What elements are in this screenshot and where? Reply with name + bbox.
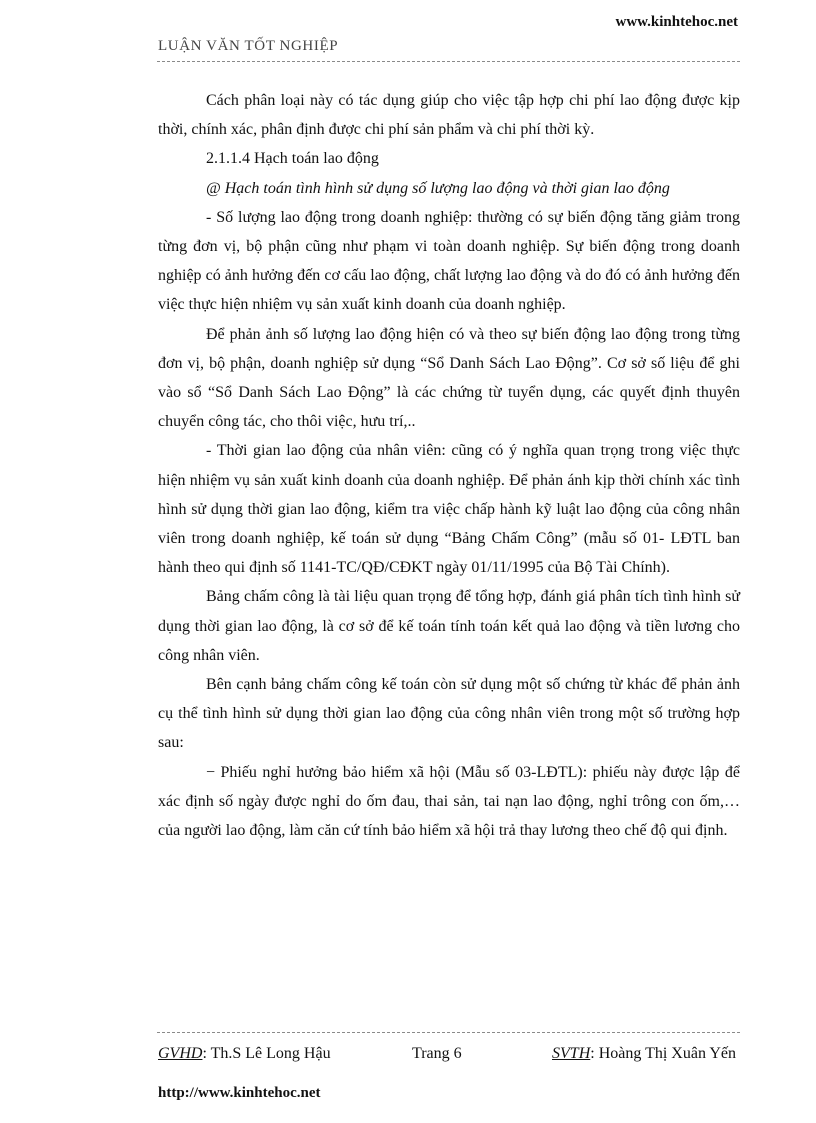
paragraph: - Thời gian lao động của nhân viên: cũng có ý nghĩa quan trọng trong việc thực hiện nhiệm vụ sản xuất kinh doanh của doanh nghiệp. Để phản ánh kịp thời chính xác tình hình sử dụng thời gian lao động, kiểm tra việc chấp hành kỹ luật lao động của công nhân viên trong doanh nghiệp, kế toán sử dụng “Bảng Chấm Công” (mẫu số 01- LĐTL ban hành theo qui định số 1141-TC/QĐ/CĐKT ngày 01/11/1995 của Bộ Tài Chính). [158, 442, 740, 577]
header-site-url: www.kinhtehoc.net [615, 14, 738, 30]
paragraph: Bên cạnh bảng chấm công kế toán còn sử dụng một số chứng từ khác để phản ảnh cụ thể tình hình sử dụng thời gian lao động của công nhân viên trong một số trường hợp sau: [158, 676, 740, 752]
advisor-label: GVHD [158, 1045, 203, 1062]
header-divider [157, 61, 740, 62]
subsection-heading: @ Hạch toán tình hình sử dụng số lượng lao động và thời gian lao động [206, 179, 670, 197]
advisor-name: : Th.S Lê Long Hậu [202, 1045, 331, 1062]
page-body [158, 86, 740, 845]
student-name: : Hoàng Thị Xuân Yến [590, 1045, 736, 1062]
section-heading: 2.1.1.4 Hạch toán lao động [206, 150, 379, 168]
footer-divider [157, 1032, 740, 1033]
paragraph: Để phản ảnh số lượng lao động hiện có và theo sự biến động lao động trong từng đơn vị, bộ phận, doanh nghiệp sử dụng “Sổ Danh Sách Lao Động”. Cơ sở số liệu để ghi vào sổ “Sổ Danh Sách Lao Động” là các chứng từ tuyển dụng, các quyết định thuyên chuyển công tác, cho thôi việc, hưu trí,.. [158, 325, 740, 431]
footer-site-url[interactable]: http://www.kinhtehoc.net [158, 1085, 321, 1101]
student-credit [552, 1045, 736, 1063]
student-label: SVTH [552, 1045, 591, 1062]
paragraph: - Số lượng lao động trong doanh nghiệp: thường có sự biến động tăng giảm trong từng đơn vị, bộ phận cũng như phạm vi toàn doanh nghiệp. Sự biến động trong doanh nghiệp có ảnh hưởng đến cơ cấu lao động, chất lượng lao động và do đó có ảnh hưởng đến việc thực hiện nhiệm vụ sản xuất kinh doanh của doanh nghiệp. [158, 208, 740, 314]
paragraph: Cách phân loại này có tác dụng giúp cho việc tập hợp chi phí lao động được kịp thời, chính xác, phân định được chi phí sản phẩm và chi phí thời kỳ. [158, 92, 740, 139]
paragraph: − Phiếu nghỉ hưởng bảo hiểm xã hội (Mẫu số 03-LĐTL): phiếu này được lập để xác định số ngày được nghỉ do ốm đau, thai sản, tai nạn lao động, nghỉ trông con ốm,…của người lao động, làm căn cứ tính bảo hiểm xã hội trả thay lương theo chế độ qui định. [158, 763, 740, 840]
document-title: LUẬN VĂN TỐT NGHIỆP [158, 38, 339, 54]
paragraph: Bảng chấm công là tài liệu quan trọng để tổng hợp, đánh giá phân tích tình hình sử dụng thời gian lao động, là cơ sở để kế toán tính toán kết quả lao động và tiền lương cho công nhân viên. [158, 588, 740, 664]
advisor-credit [158, 1045, 331, 1063]
page-number: Trang 6 [412, 1045, 462, 1062]
